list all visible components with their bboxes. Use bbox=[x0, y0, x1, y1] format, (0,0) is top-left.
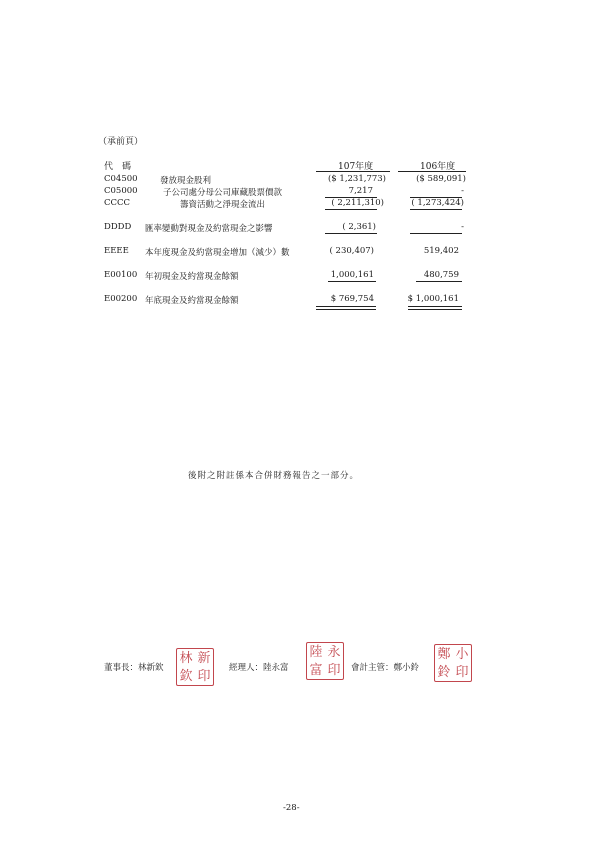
row-value-107: ( 230,407) bbox=[329, 246, 374, 256]
row-label: 本年度現金及約當現金增加（減少）數 bbox=[145, 248, 290, 258]
seal-character: 印 bbox=[197, 668, 211, 684]
opening-underline-107 bbox=[328, 281, 376, 282]
row-value-107: 7,217 bbox=[348, 186, 373, 196]
header-underline-106 bbox=[398, 171, 466, 172]
year-106-header: 106年度 bbox=[420, 162, 456, 172]
seal-character: 富 bbox=[309, 662, 323, 678]
row-value-106: ( 1,273,424) bbox=[411, 198, 464, 208]
row-code: C05000 bbox=[104, 186, 138, 196]
footnote: 後附之附註係本合併財務報告之一部分。 bbox=[188, 471, 360, 481]
seal-character: 小 bbox=[455, 646, 469, 662]
fx-underline-107 bbox=[325, 233, 377, 234]
seal-character: 印 bbox=[327, 662, 341, 678]
row-value-106: 519,402 bbox=[423, 246, 459, 256]
continued-note: （承前頁） bbox=[98, 137, 144, 147]
row-value-106: 480,759 bbox=[423, 270, 459, 280]
seal-character: 鄭 bbox=[437, 646, 451, 662]
manager-seal bbox=[306, 642, 344, 680]
seal-character: 林 bbox=[179, 650, 193, 666]
row-value-106: - bbox=[461, 222, 464, 232]
seal-character: 永 bbox=[327, 644, 341, 660]
row-value-106: $ 1,000,161 bbox=[407, 294, 459, 304]
row-code: DDDD bbox=[104, 222, 132, 232]
closing-double-underline-107 bbox=[316, 306, 376, 310]
row-label: 年初現金及約當現金餘額 bbox=[145, 272, 239, 282]
manager-signature: 經理人：陸永富 bbox=[229, 663, 289, 673]
row-label: 年底現金及約當現金餘額 bbox=[145, 296, 239, 306]
row-label: 子公司處分母公司庫藏股票價款 bbox=[163, 188, 283, 198]
seal-character: 鈴 bbox=[437, 664, 451, 680]
closing-double-underline-106 bbox=[408, 306, 462, 310]
chairman-seal bbox=[176, 648, 214, 686]
row-code: E00200 bbox=[104, 294, 138, 304]
seal-character: 欽 bbox=[179, 668, 193, 684]
row-code: EEEE bbox=[104, 246, 129, 256]
row-label: 匯率變動對現金及約當現金之影響 bbox=[145, 224, 273, 234]
row-code: CCCC bbox=[104, 198, 131, 208]
total-underline-107 bbox=[325, 209, 377, 210]
row-code: C04500 bbox=[104, 174, 138, 184]
row-value-107: ($ 1,231,773) bbox=[327, 174, 386, 184]
row-code: E00100 bbox=[104, 270, 138, 280]
row-value-106: ($ 589,091) bbox=[416, 174, 466, 184]
total-underline-106 bbox=[410, 209, 462, 210]
fx-underline-106 bbox=[410, 233, 462, 234]
seal-character: 新 bbox=[197, 650, 211, 666]
row-value-107: ( 2,361) bbox=[342, 222, 376, 232]
row-value-106: - bbox=[461, 186, 464, 196]
row-label: 發放現金股利 bbox=[160, 176, 212, 186]
opening-underline-106 bbox=[416, 281, 462, 282]
year-107-header: 107年度 bbox=[338, 162, 374, 172]
accountant-signature: 會計主管：鄭小鈴 bbox=[351, 663, 420, 673]
code-column-header: 代 碼 bbox=[104, 162, 132, 172]
header-underline-107 bbox=[316, 171, 390, 172]
row-value-107: 1,000,161 bbox=[330, 270, 374, 280]
chairman-signature: 董事長：林新欽 bbox=[104, 663, 164, 673]
row-value-107: ( 2,211,310) bbox=[331, 198, 384, 208]
seal-character: 陸 bbox=[309, 644, 323, 660]
seal-character: 印 bbox=[455, 664, 469, 680]
page-number: -28- bbox=[283, 803, 300, 813]
accountant-seal bbox=[434, 644, 472, 682]
row-value-107: $ 769,754 bbox=[330, 294, 374, 304]
row-label: 籌資活動之淨現金流出 bbox=[180, 200, 266, 210]
